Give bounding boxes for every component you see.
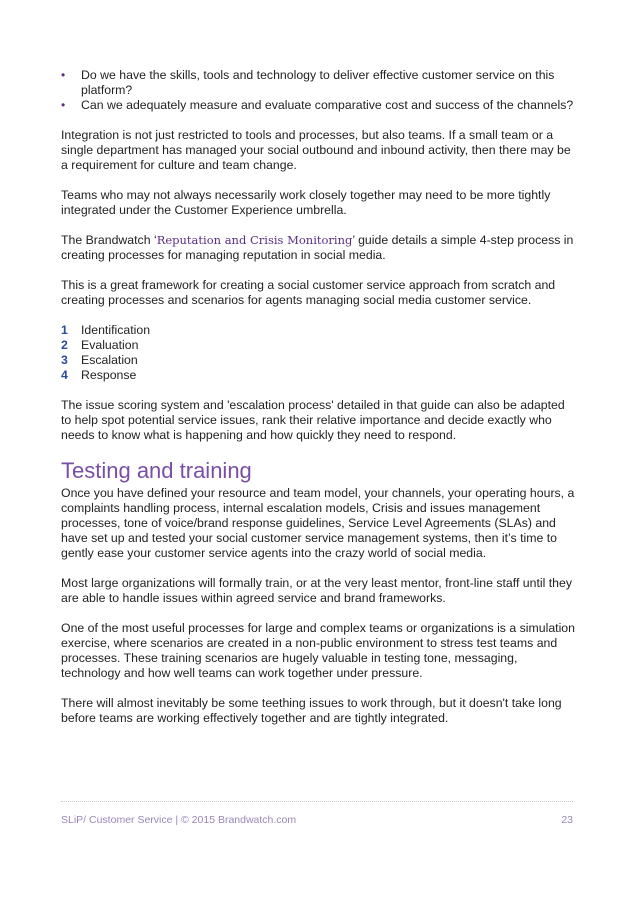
step-number: 3	[61, 353, 68, 367]
bullet-icon: •	[61, 68, 66, 82]
paragraph-teething: There will almost inevitably be some teething issues to work through, but it doesn't take long before teams are working effectively together and are tightly integrated.	[61, 696, 562, 725]
bullet-list	[61, 68, 577, 113]
page-number: 23	[561, 814, 573, 826]
paragraph-scoring: The issue scoring system and 'escalation process' detailed in that guide can also be adapted to help spot potential service issues, rank their relative importance and decide exactly who needs to know what is happening and how quickly they need to respond.	[61, 398, 565, 442]
footer-divider	[61, 801, 573, 802]
bullet-icon: •	[61, 98, 66, 112]
step-label: Identification	[81, 323, 151, 337]
paragraph-defined: Once you have defined your resource and team model, your channels, your operating hours, a complaints handling process, internal escalation models, Crisis and issues management processes, tone of voice/brand response guidelines, Service Level Agreements (SLAs) and have set up and tested your social customer service management systems, then it’s time to gently ease your customer service agents into the crazy world of social media.	[61, 486, 575, 560]
paragraph-simulation: One of the most useful processes for large and complex teams or organizations is a simulation exercise, where scenarios are created in a non-public environment to stress test teams and processes. These training scenarios are hugely valuable in testing tone, messaging, technology and how well teams can work together under pressure.	[61, 621, 575, 680]
step-item	[61, 323, 577, 338]
page-content	[61, 68, 577, 741]
paragraph-train: Most large organizations will formally train, or at the very least mentor, front-line staff until they are able to handle issues within agreed service and brand frameworks.	[61, 576, 572, 605]
step-number: 4	[61, 368, 68, 382]
bullet-item	[61, 98, 577, 113]
bullet-text: Can we adequately measure and evaluate comparative cost and success of the channels?	[81, 98, 574, 112]
footer-text: SLiP/ Customer Service | © 2015 Brandwatch.com	[61, 814, 297, 826]
paragraph-teams: Teams who may not always necessarily work closely together may need to be more tightly integrated under the Customer Experience umbrella.	[61, 188, 551, 217]
guide-suffix: ’ guide details a simple 4-step process in creating processes for managing reputation in social media.	[61, 233, 574, 262]
step-item	[61, 353, 577, 368]
step-number: 2	[61, 338, 68, 352]
steps-list	[61, 323, 577, 383]
bullet-text: Do we have the skills, tools and technology to deliver effective customer service on this platform?	[81, 68, 555, 97]
paragraph-brandwatch-guide	[61, 233, 577, 263]
paragraph-integration: Integration is not just restricted to tools and processes, but also teams. If a small team or a single department has managed your social outbound and inbound activity, then there may be a requirement for culture and team change.	[61, 128, 571, 172]
paragraph-framework: This is a great framework for creating a social customer service approach from scratch and creating processes and scenarios for agents managing social media customer service.	[61, 278, 556, 307]
step-label: Escalation	[81, 353, 138, 367]
step-label: Evaluation	[81, 338, 139, 352]
step-item	[61, 368, 577, 383]
step-number: 1	[61, 323, 68, 337]
section-heading: Testing and training	[61, 458, 252, 483]
guide-link[interactable]: Reputation and Crisis Monitoring	[156, 233, 353, 247]
step-label: Response	[81, 368, 137, 382]
page-footer	[61, 814, 573, 826]
bullet-item	[61, 68, 577, 98]
step-item	[61, 338, 577, 353]
guide-prefix: The Brandwatch ‘	[61, 233, 157, 247]
